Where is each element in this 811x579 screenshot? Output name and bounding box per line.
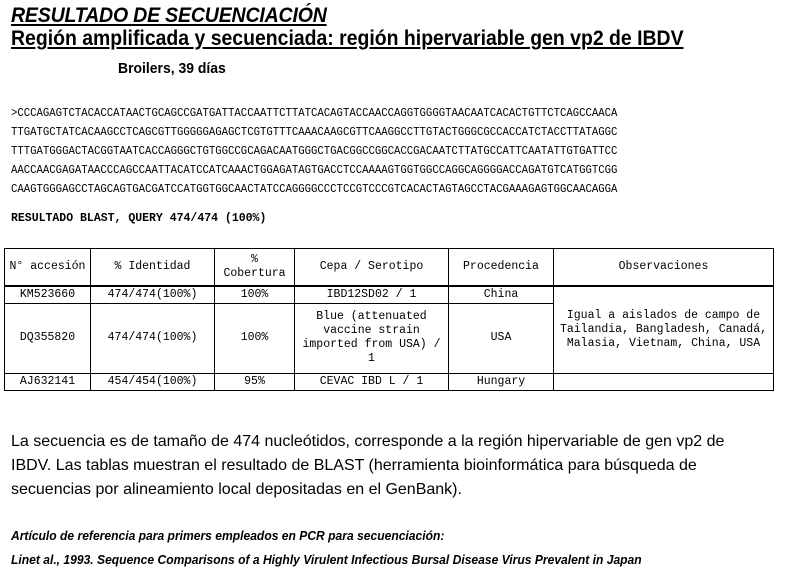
table-cell: 95% bbox=[215, 373, 295, 390]
table-cell: CEVAC IBD L / 1 bbox=[295, 373, 449, 390]
table-cell: DQ355820 bbox=[5, 303, 91, 373]
report-subtitle: Región amplificada y secuenciada: región hipervariable gen vp2 de IBDV bbox=[11, 27, 684, 50]
paragraph-line: La secuencia es de tamaño de 474 nucleótidos, corresponde a la región hipervariable de gen vp2 de bbox=[11, 433, 725, 450]
table-cell: Hungary bbox=[449, 373, 554, 390]
table-cell: China bbox=[449, 286, 554, 303]
sequence-line: CAAGTGGGAGCCTAGCAGTGACGATCCATGGTGGCAACTATCCAGGGGCCCTCCGTCCCGTCACACTAGTAGCCTACGAAAGAGTGGCAACAGGA bbox=[11, 183, 618, 196]
sequence-line: TTTGATGGGACTACGGTAATCACCAGGGCTGTGGCCGCAGACAATGGGCTGACGGCCGGCACCGACAATCTTATGCCATTCAATATTGTGATTCC bbox=[11, 145, 618, 158]
reference-heading: Artículo de referencia para primers empleados en PCR para secuenciación: bbox=[11, 528, 445, 543]
sample-label: Broilers, 39 días bbox=[118, 60, 226, 77]
table-cell: Blue (attenuated vaccine strain imported from USA) / 1 bbox=[295, 303, 449, 373]
reference-citation: Linet al., 1993. Sequence Comparisons of a Highly Virulent Infectious Bursal Disease Virus Prevalent in Japan bbox=[11, 552, 642, 567]
col-header-coverage: % Cobertura bbox=[215, 249, 295, 287]
summary-paragraph bbox=[11, 430, 791, 502]
observations-cell: Igual a aislados de campo de Tailandia, Bangladesh, Canadá, Malasia, Vietnam, China, USA bbox=[554, 286, 774, 373]
table-cell: IBD12SD02 / 1 bbox=[295, 286, 449, 303]
col-header-strain: Cepa / Serotipo bbox=[295, 249, 449, 287]
sequence-line: TTGATGCTATCACAAGCCTCAGCGTTGGGGGAGAGCTCGTGTTTCAAACAAGCGTTCAAGGCCTTGTACTGGGCGCCACCATCTACCTTATAGGC bbox=[11, 126, 618, 139]
blast-results-table bbox=[4, 248, 774, 391]
col-header-observations: Observaciones bbox=[554, 249, 774, 287]
paragraph-line: IBDV. Las tablas muestran el resultado de BLAST (herramienta bioinformática para búsqueda de bbox=[11, 457, 697, 474]
table-cell: 474/474(100%) bbox=[91, 303, 215, 373]
table-cell: AJ632141 bbox=[5, 373, 91, 390]
col-header-origin: Procedencia bbox=[449, 249, 554, 287]
col-header-identity: % Identidad bbox=[91, 249, 215, 287]
table-cell: KM523660 bbox=[5, 286, 91, 303]
table-cell bbox=[554, 373, 774, 390]
nucleotide-sequence bbox=[11, 104, 617, 199]
sequence-line: >CCCAGAGTCTACACCATAACTGCAGCCGATGATTACCAATTCTTATCACAGTACCAACCAGGTGGGGTAACAATCACACTGTTCTCAGCCAACA bbox=[11, 107, 618, 120]
table-cell: 454/454(100%) bbox=[91, 373, 215, 390]
col-header-accession: N° accesión bbox=[5, 249, 91, 287]
report-title: RESULTADO DE SECUENCIACIÓN bbox=[11, 4, 327, 27]
paragraph-line: secuencias por alineamiento local depositadas en el GenBank). bbox=[11, 481, 462, 498]
table-cell: 474/474(100%) bbox=[91, 286, 215, 303]
table-row bbox=[5, 286, 774, 303]
sequence-line: AACCAACGAGATAACCCAGCCAATTACATCCATCAAACTGGAGATAGTGACCTCCAAAAGTGGTGGCCAGGCAGGGGACCAGATGTCATGGTCGG bbox=[11, 164, 618, 177]
blast-result-heading: RESULTADO BLAST, QUERY 474/474 (100%) bbox=[11, 212, 267, 225]
table-cell: USA bbox=[449, 303, 554, 373]
table-header-row bbox=[5, 249, 774, 287]
table-cell: 100% bbox=[215, 303, 295, 373]
table-cell: 100% bbox=[215, 286, 295, 303]
table-row bbox=[5, 373, 774, 390]
